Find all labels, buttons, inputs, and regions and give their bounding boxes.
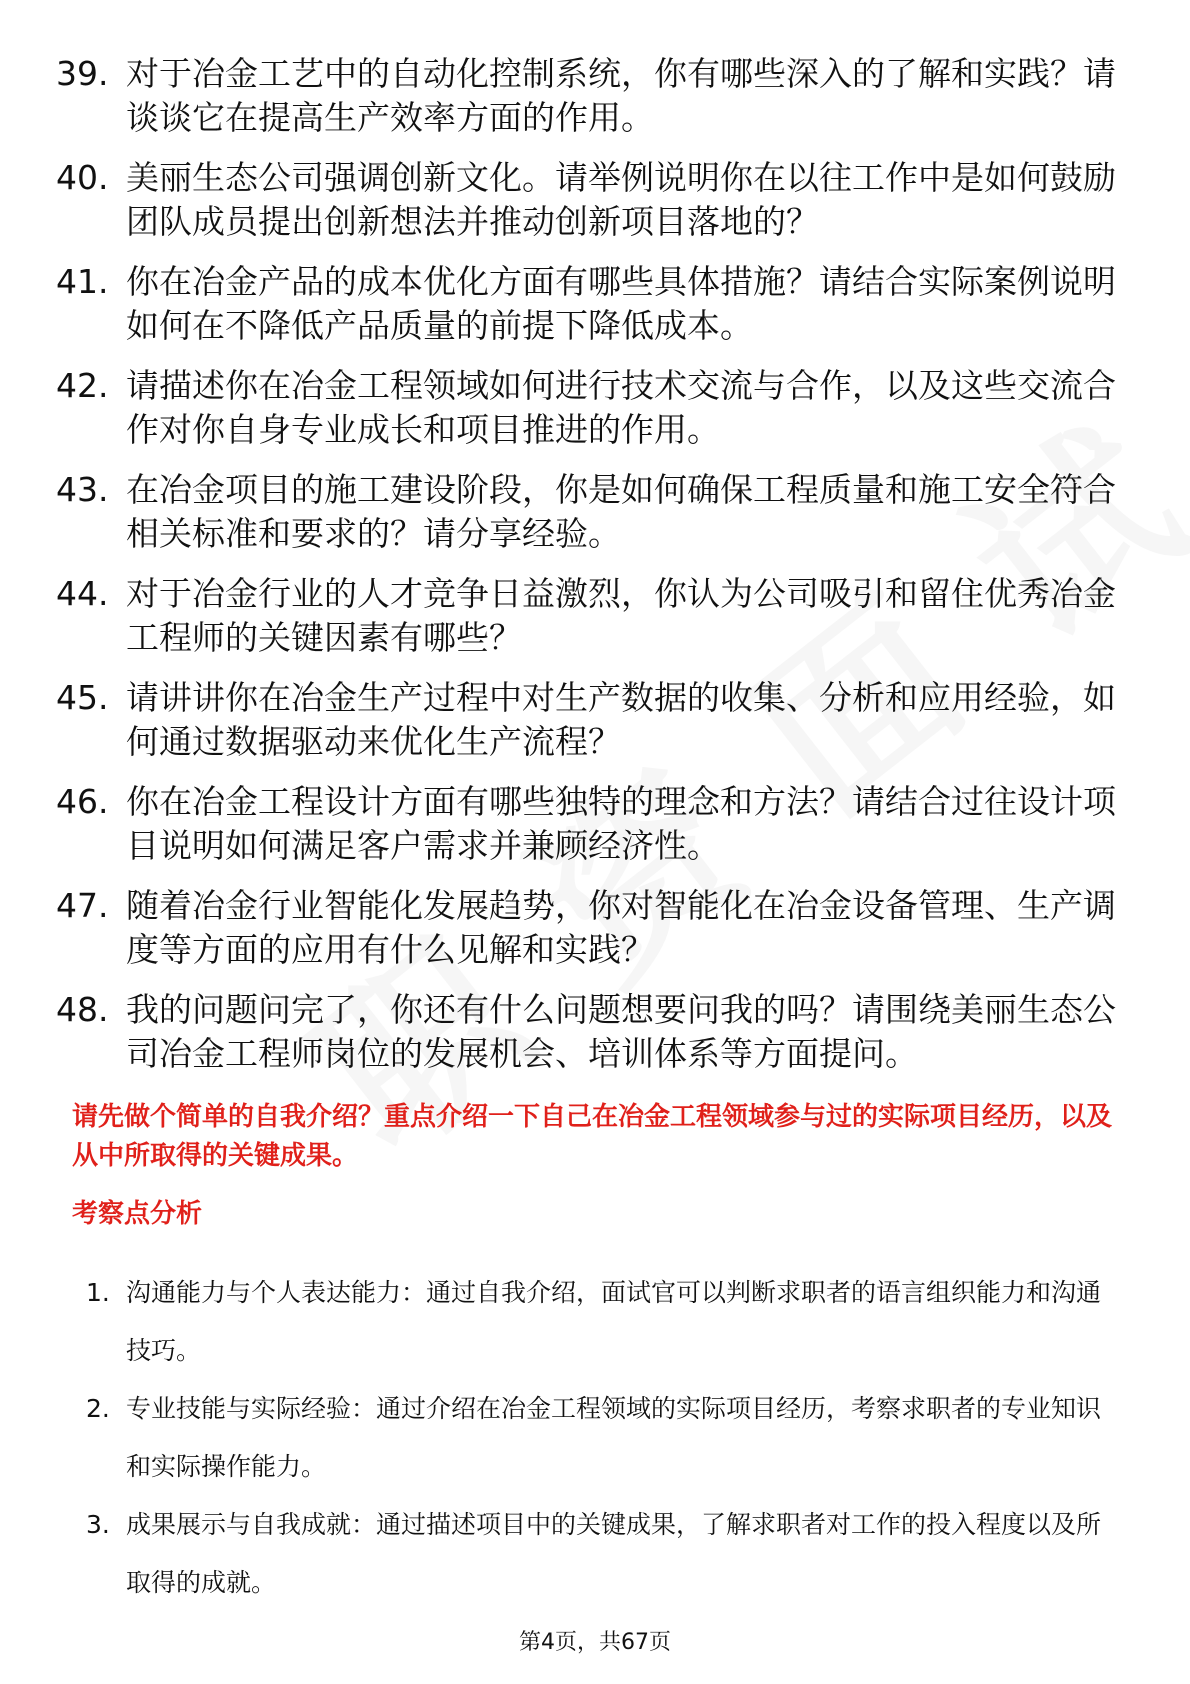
analysis-point xyxy=(80,1380,1120,1496)
question-number: 44. xyxy=(56,574,109,613)
question-number: 42. xyxy=(56,366,109,405)
analysis-point-list xyxy=(80,1264,1120,1612)
question-number: 39. xyxy=(56,54,109,93)
question-list xyxy=(56,52,1116,1092)
analysis-point-text: 成果展示与自我成就：通过描述项目中的关键成果，了解求职者对工作的投入程度以及所取得的成就。 xyxy=(126,1510,1102,1597)
question-text: 你在冶金工程设计方面有哪些独特的理念和方法？请结合过往设计项目说明如何满足客户需求并兼顾经济性。 xyxy=(126,782,1116,865)
question-text: 美丽生态公司强调创新文化。请举例说明你在以往工作中是如何鼓励团队成员提出创新想法并推动创新项目落地的？ xyxy=(126,158,1116,241)
question-text: 我的问题问完了，你还有什么问题想要问我的吗？请围绕美丽生态公司冶金工程师岗位的发展机会、培训体系等方面提问。 xyxy=(126,990,1116,1073)
question-item xyxy=(56,156,1116,244)
question-text: 请讲讲你在冶金生产过程中对生产数据的收集、分析和应用经验，如何通过数据驱动来优化生产流程？ xyxy=(126,678,1116,761)
question-number: 46. xyxy=(56,782,109,821)
question-item xyxy=(56,468,1116,556)
highlight-question: 请先做个简单的自我介绍？重点介绍一下自己在冶金工程领域参与过的实际项目经历，以及从中所取得的关键成果。 xyxy=(72,1102,1113,1171)
question-text: 请描述你在冶金工程领域如何进行技术交流与合作，以及这些交流合作对你自身专业成长和项目推进的作用。 xyxy=(126,366,1116,449)
question-text: 对于冶金工艺中的自动化控制系统，你有哪些深入的了解和实践？请谈谈它在提高生产效率方面的作用。 xyxy=(126,54,1116,137)
question-item xyxy=(56,676,1116,764)
analysis-point xyxy=(80,1264,1120,1380)
question-number: 47. xyxy=(56,886,109,925)
question-item xyxy=(56,260,1116,348)
analysis-point-number: 3. xyxy=(86,1510,110,1539)
analysis-heading: 考察点分析 xyxy=(72,1199,203,1229)
question-item xyxy=(56,780,1116,868)
question-item xyxy=(56,884,1116,972)
analysis-point-number: 1. xyxy=(86,1278,110,1307)
question-number: 43. xyxy=(56,470,109,509)
question-text: 在冶金项目的施工建设阶段，你是如何确保工程质量和施工安全符合相关标准和要求的？请分享经验。 xyxy=(126,470,1116,553)
analysis-point-text: 专业技能与实际经验：通过介绍在冶金工程领域的实际项目经历，考察求职者的专业知识和实际操作能力。 xyxy=(126,1394,1102,1481)
question-item xyxy=(56,52,1116,140)
question-item xyxy=(56,572,1116,660)
question-number: 45. xyxy=(56,678,109,717)
question-text: 你在冶金产品的成本优化方面有哪些具体措施？请结合实际案例说明如何在不降低产品质量的前提下降低成本。 xyxy=(126,262,1116,345)
analysis-point xyxy=(80,1496,1120,1612)
question-number: 40. xyxy=(56,158,109,197)
question-text: 对于冶金行业的人才竞争日益激烈，你认为公司吸引和留住优秀冶金工程师的关键因素有哪些？ xyxy=(126,574,1116,657)
page-footer: 第4页，共67页 xyxy=(519,1630,671,1655)
analysis-point-text: 沟通能力与个人表达能力：通过自我介绍，面试官可以判断求职者的语言组织能力和沟通技巧。 xyxy=(126,1278,1102,1365)
question-number: 41. xyxy=(56,262,109,301)
question-text: 随着冶金行业智能化发展趋势，你对智能化在冶金设备管理、生产调度等方面的应用有什么见解和实践？ xyxy=(126,886,1116,969)
question-item xyxy=(56,364,1116,452)
question-number: 48. xyxy=(56,990,109,1029)
analysis-point-number: 2. xyxy=(86,1394,110,1423)
question-item xyxy=(56,988,1116,1076)
